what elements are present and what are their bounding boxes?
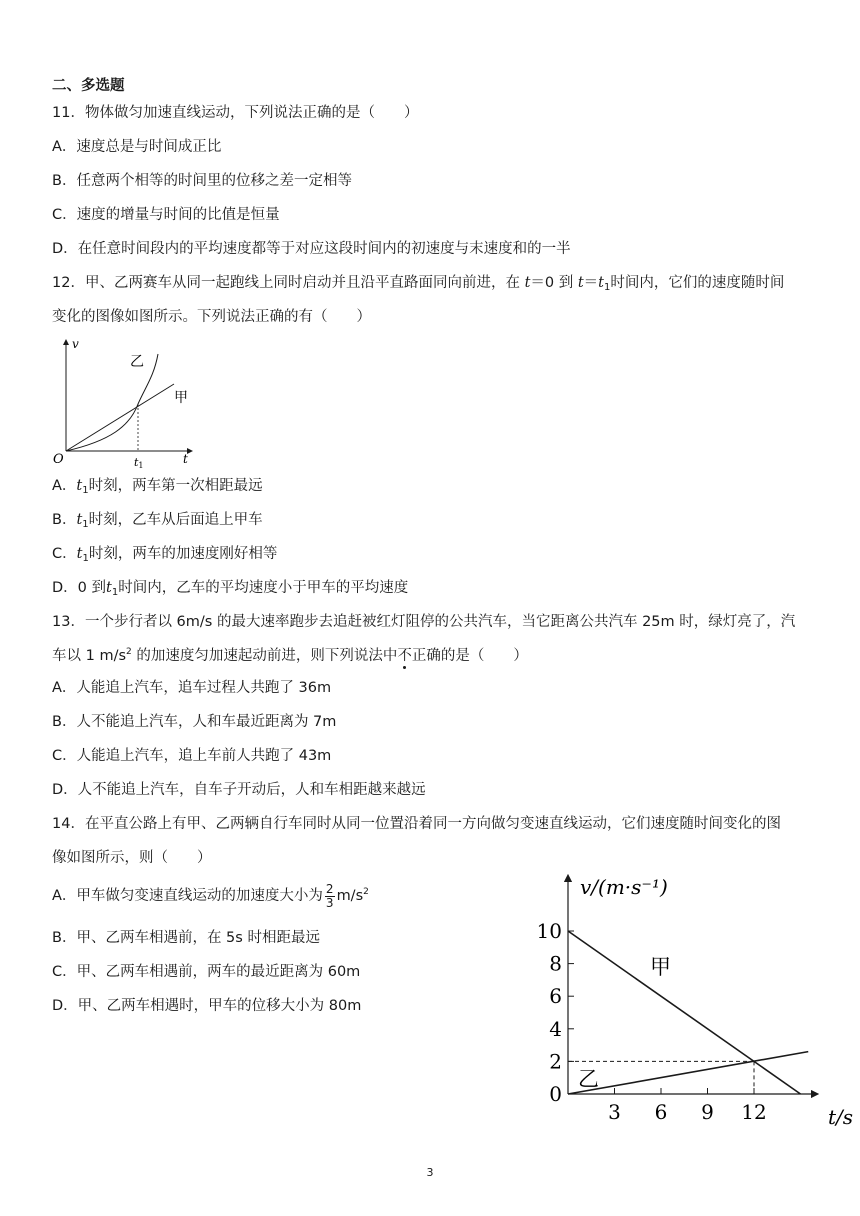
q12-origin-label: O: [53, 452, 64, 467]
series-line-jia: [568, 931, 801, 1094]
y-axis-label: v/(m·s⁻¹): [580, 875, 668, 899]
q12-stem-line2: 变化的图像如图所示。下列说法正确的有（ ）: [52, 309, 371, 325]
q11-option-a: A．速度总是与时间成正比: [52, 139, 222, 155]
q14-vt-chart: [510, 868, 855, 1133]
q12-t1-label: t1: [134, 456, 144, 470]
q13-option-b: B．人不能追上汽车，人和车最近距离为 7m: [52, 714, 337, 730]
q13-option-a: A．人能追上汽车，追车过程人共跑了 36m: [52, 680, 332, 696]
q12-yi-label: 乙: [130, 354, 144, 370]
y-tick-label: 4: [549, 1016, 562, 1041]
x-tick-label: 12: [741, 1100, 767, 1124]
q12-line-jia: [66, 384, 174, 451]
q12-option-b: B．$t_1$时刻，乙车从后面追上甲车: [52, 512, 263, 530]
q14-option-c: C．甲、乙两车相遇前，两车的最近距离为 60m: [52, 964, 361, 980]
q12-jia-label: 甲: [174, 390, 188, 406]
q12-vt-graph: [50, 336, 200, 471]
series-label-yi: 乙: [578, 1067, 599, 1091]
q13-option-d: D．人不能追上汽车，自车子开动后，人和车相距越来越远: [52, 782, 426, 798]
q11-option-b: B．任意两个相等的时间里的位移之差一定相等: [52, 173, 352, 189]
q13-stem-line2: 车以 1 $m/s^2$ 的加速度匀加速起动前进，则下列说法中不正确的是（ ）: [52, 647, 528, 664]
q13-stem: 13．一个步行者以 6m/s 的最大速率跑步去追赶被红灯阻停的公共汽车，当它距离公共汽车 25m 时，绿灯亮了，汽: [52, 614, 796, 630]
q11-stem: 11．物体做匀加速直线运动，下列说法正确的是（ ）: [52, 105, 419, 121]
fraction: $\frac{2}{3}$: [325, 881, 334, 910]
q12-option-c: C．$t_1$时刻，两车的加速度刚好相等: [52, 546, 278, 564]
q14-stem-line2: 像如图所示，则（ ）: [52, 850, 212, 866]
x-tick-label: 6: [654, 1100, 668, 1124]
q14-stem: 14．在平直公路上有甲、乙两辆自行车同时从同一位置沿着同一方向做匀变速直线运动，它们速度随时间变化的图: [52, 816, 781, 832]
q14-option-b: B．甲、乙两车相遇前，在 5s 时相距最远: [52, 930, 320, 946]
section-title: 二、多选题: [52, 78, 125, 94]
x-tick-label: 3: [608, 1100, 621, 1124]
y-tick-label: 0: [549, 1082, 562, 1106]
q13-option-c: C．人能追上汽车，追上车前人共跑了 43m: [52, 748, 332, 764]
series-label-jia: 甲: [650, 955, 671, 979]
q12-v-label: v: [72, 337, 79, 351]
q14-option-d: D．甲、乙两车相遇时，甲车的位移大小为 80m: [52, 998, 362, 1014]
x-tick-label: 9: [701, 1100, 714, 1124]
q12-option-a: A．$t_1$时刻，两车第一次相距最远: [52, 478, 263, 496]
y-tick-label: 2: [549, 1049, 562, 1074]
q14-option-a: A．甲车做匀变速直线运动的加速度大小为 $\frac{2}{3}$ $m/s^2$: [52, 881, 369, 910]
x-axis-label: t/s: [828, 1105, 854, 1129]
page-number: 3: [426, 1166, 434, 1179]
q11-option-d: D．在任意时间段内的平均速度都等于对应这段时间内的初速度与末速度和的一半: [52, 241, 571, 257]
q11-option-c: C．速度的增量与时间的比值是恒量: [52, 207, 280, 223]
series-line-yi: [568, 1052, 808, 1094]
y-tick-label: 6: [549, 984, 562, 1009]
q12-t-label: t: [183, 452, 188, 466]
q12-option-d: D．0 到$t_1$时间内，乙车的平均速度小于甲车的平均速度: [52, 580, 409, 598]
q12-stem: 12．甲、乙两赛车从同一起跑线上同时启动并且沿平直路面同向前进，在 t＝0 到 $t=t_1$时间内，它们的速度随时间: [52, 275, 785, 293]
y-tick-label: 10: [536, 919, 562, 943]
y-tick-label: 8: [549, 951, 562, 976]
